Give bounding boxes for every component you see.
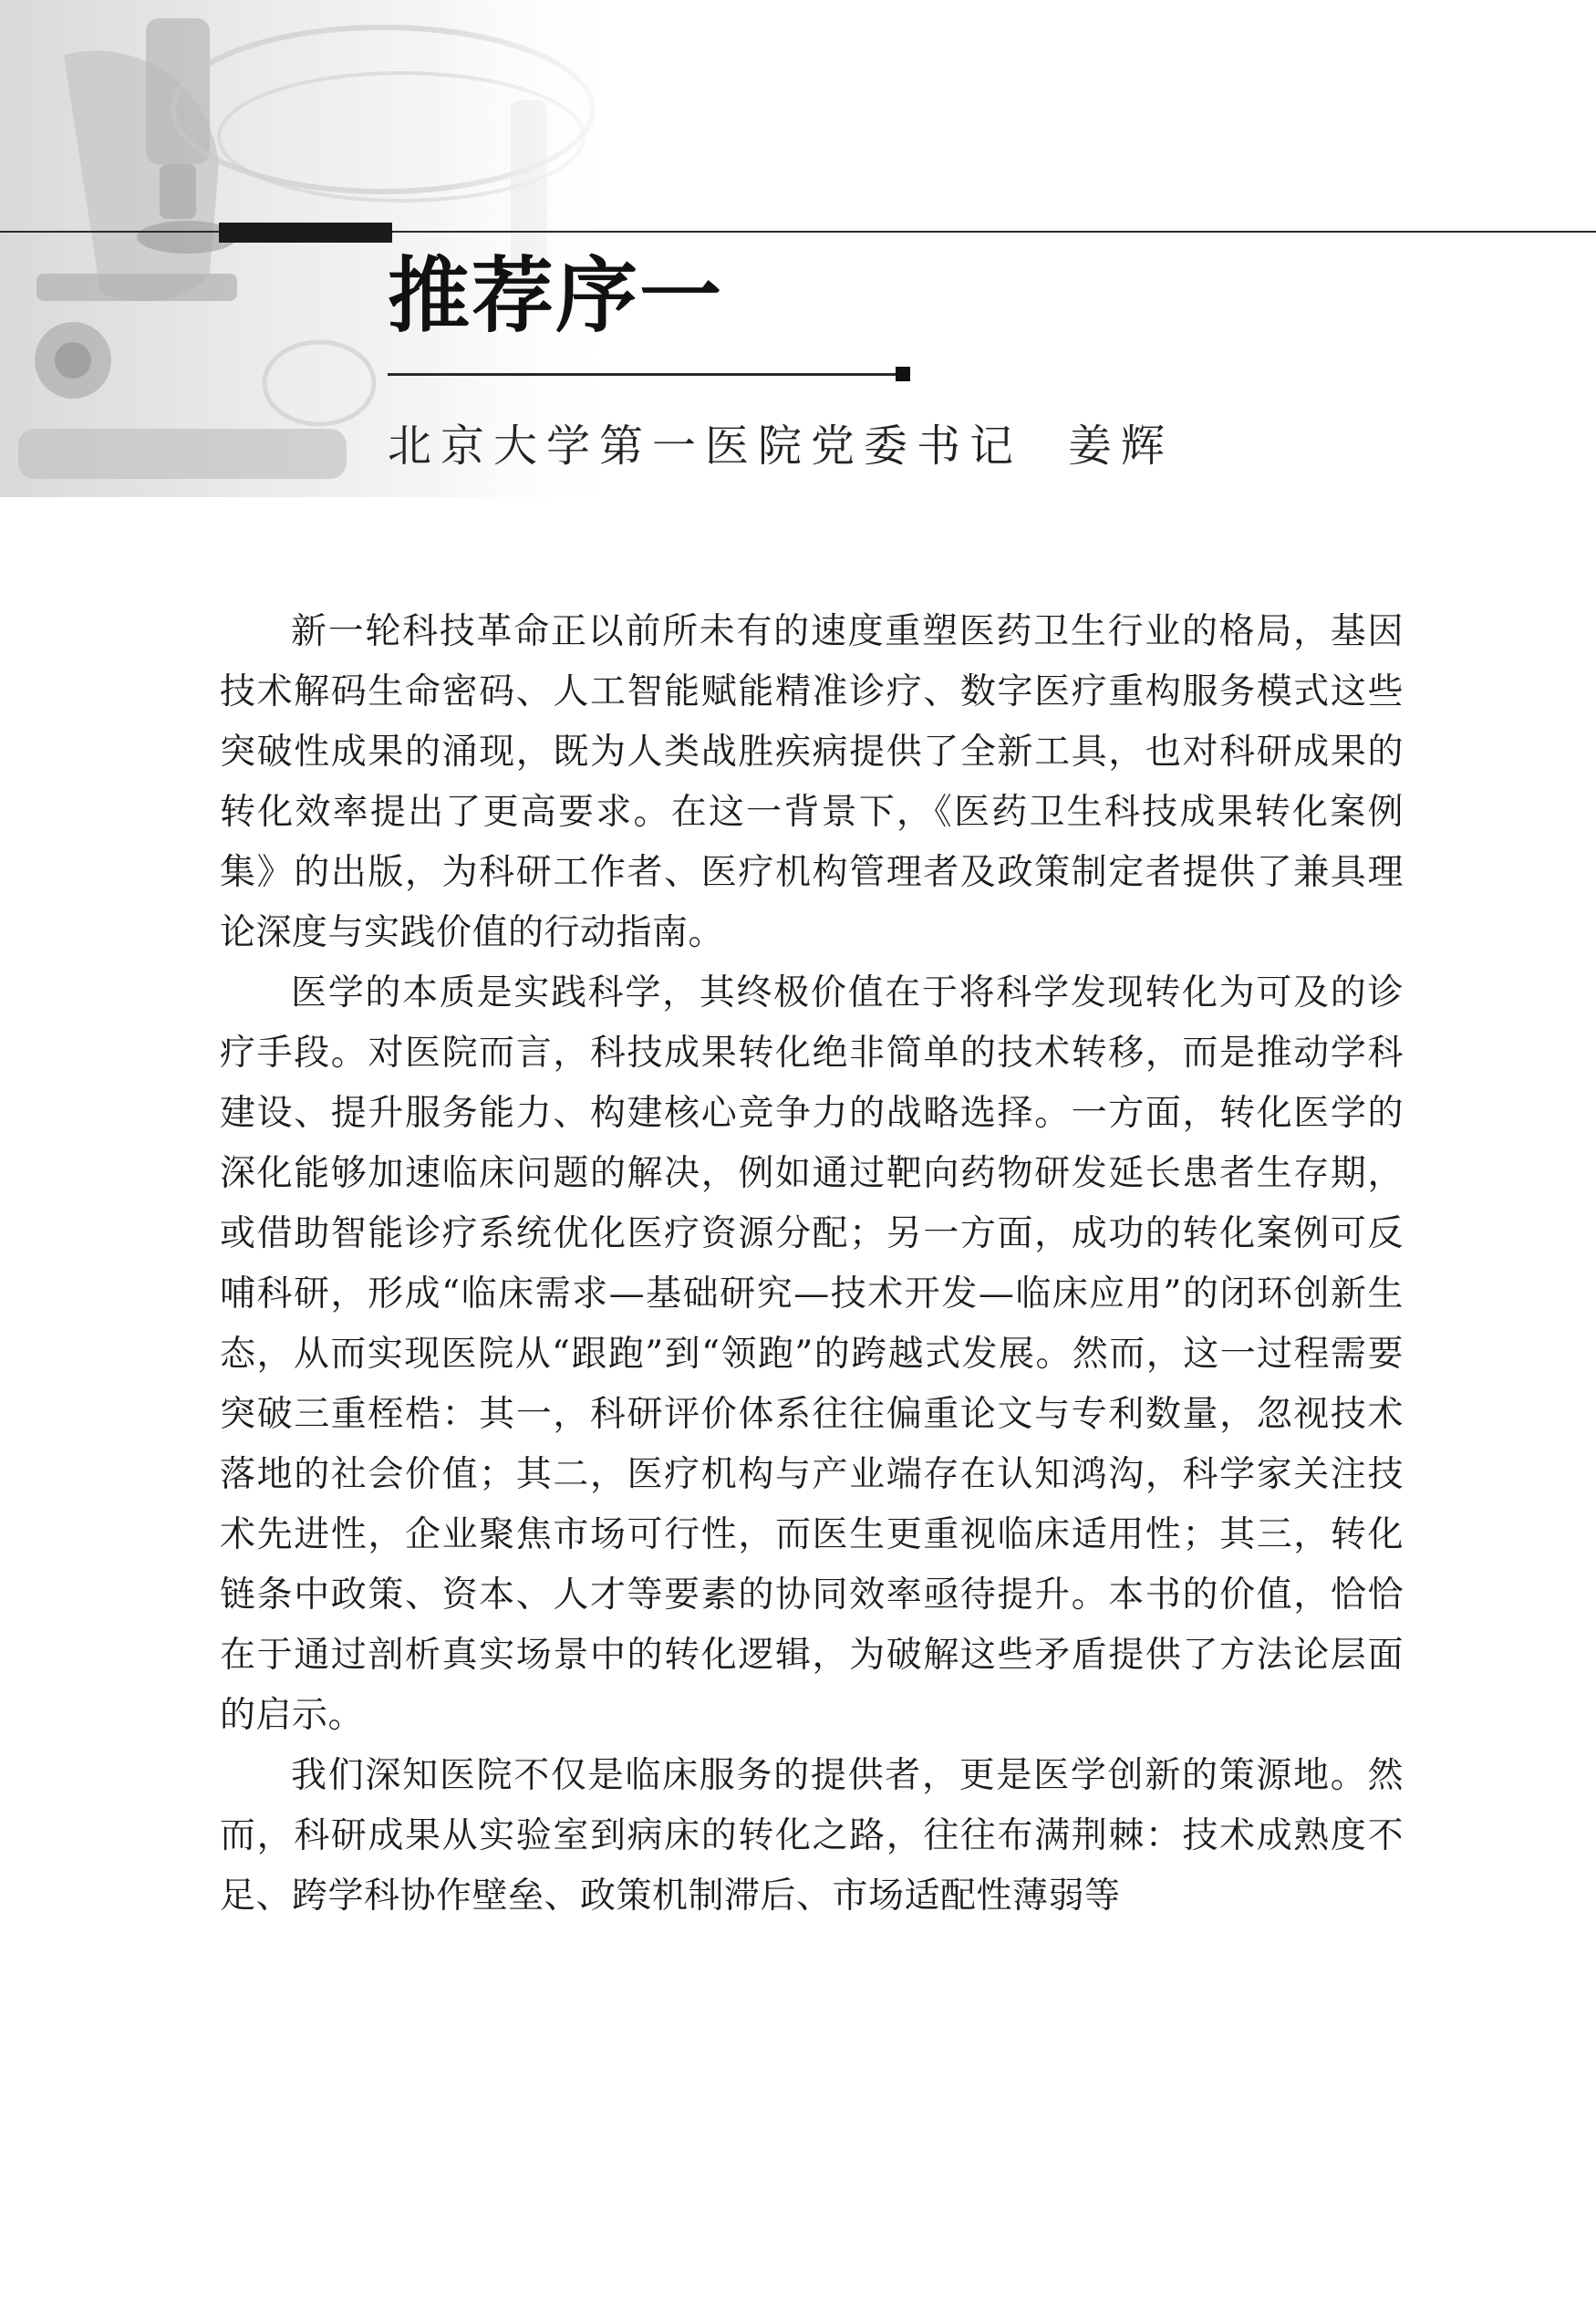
byline — [388, 410, 1174, 473]
paragraph: 我们深知医院不仅是临床服务的提供者，更是医学创新的策源地。然而，科研成果从实验室到病床的转化之路，往往布满荆棘：技术成熟度不足、跨学科协作壁垒、政策机制滞后、市场适配性薄弱等 — [220, 1755, 1404, 1917]
paragraph: 新一轮科技革命正以前所未有的速度重塑医药卫生行业的格局，基因技术解码生命密码、人工智能赋能精准诊疗、数字医疗重构服务模式这些突破性成果的涌现，既为人类战胜疾病提供了全新工具，也对科研成果的转化效率提出了更高要求。在这一背景下，《医药卫生科技成果转化案例集》的出版，为科研工作者、医疗机构管理者及政策制定者提供了兼具理论深度与实践价值的行动指南。 — [220, 611, 1404, 953]
page-title: 推荐序一 — [388, 247, 723, 344]
title-underline-marker — [896, 367, 910, 381]
author-name: 姜辉 — [1068, 421, 1175, 472]
paragraph: 医学的本质是实践科学，其终极价值在于将科学发现转化为可及的诊疗手段。对医院而言，科技成果转化绝非简单的技术转移，而是推动学科建设、提升服务能力、构建核心竞争力的战略选择。一方面，转化医学的深化能够加速临床问题的解决，例如通过靶向药物研发延长患者生存期，或借助智能诊疗系统优化医疗资源分配；另一方面，成功的转化案例可反哺科研，形成“临床需求—基础研究—技术开发—临床应用”的闭环创新生态，从而实现医院从“跟跑”到“领跑”的跨越式发展。然而，这一过程需要突破三重桎梏：其一，科研评价体系往往偏重论文与专利数量，忽视技术落地的社会价值；其二，医疗机构与产业端存在认知鸿沟，科学家关注技术先进性，企业聚焦市场可行性，而医生更重视临床适用性；其三，转化链条中政策、资本、人才等要素的协同效率亟待提升。本书的价值，恰恰在于通过剖析真实场景中的转化逻辑，为破解这些矛盾提供了方法论层面的启示。 — [220, 972, 1404, 1736]
header-accent-bar — [219, 223, 392, 243]
body-text — [220, 602, 1404, 1927]
author-role: 北京大学第一医院党委书记 — [388, 421, 1023, 472]
title-underline — [388, 373, 903, 376]
